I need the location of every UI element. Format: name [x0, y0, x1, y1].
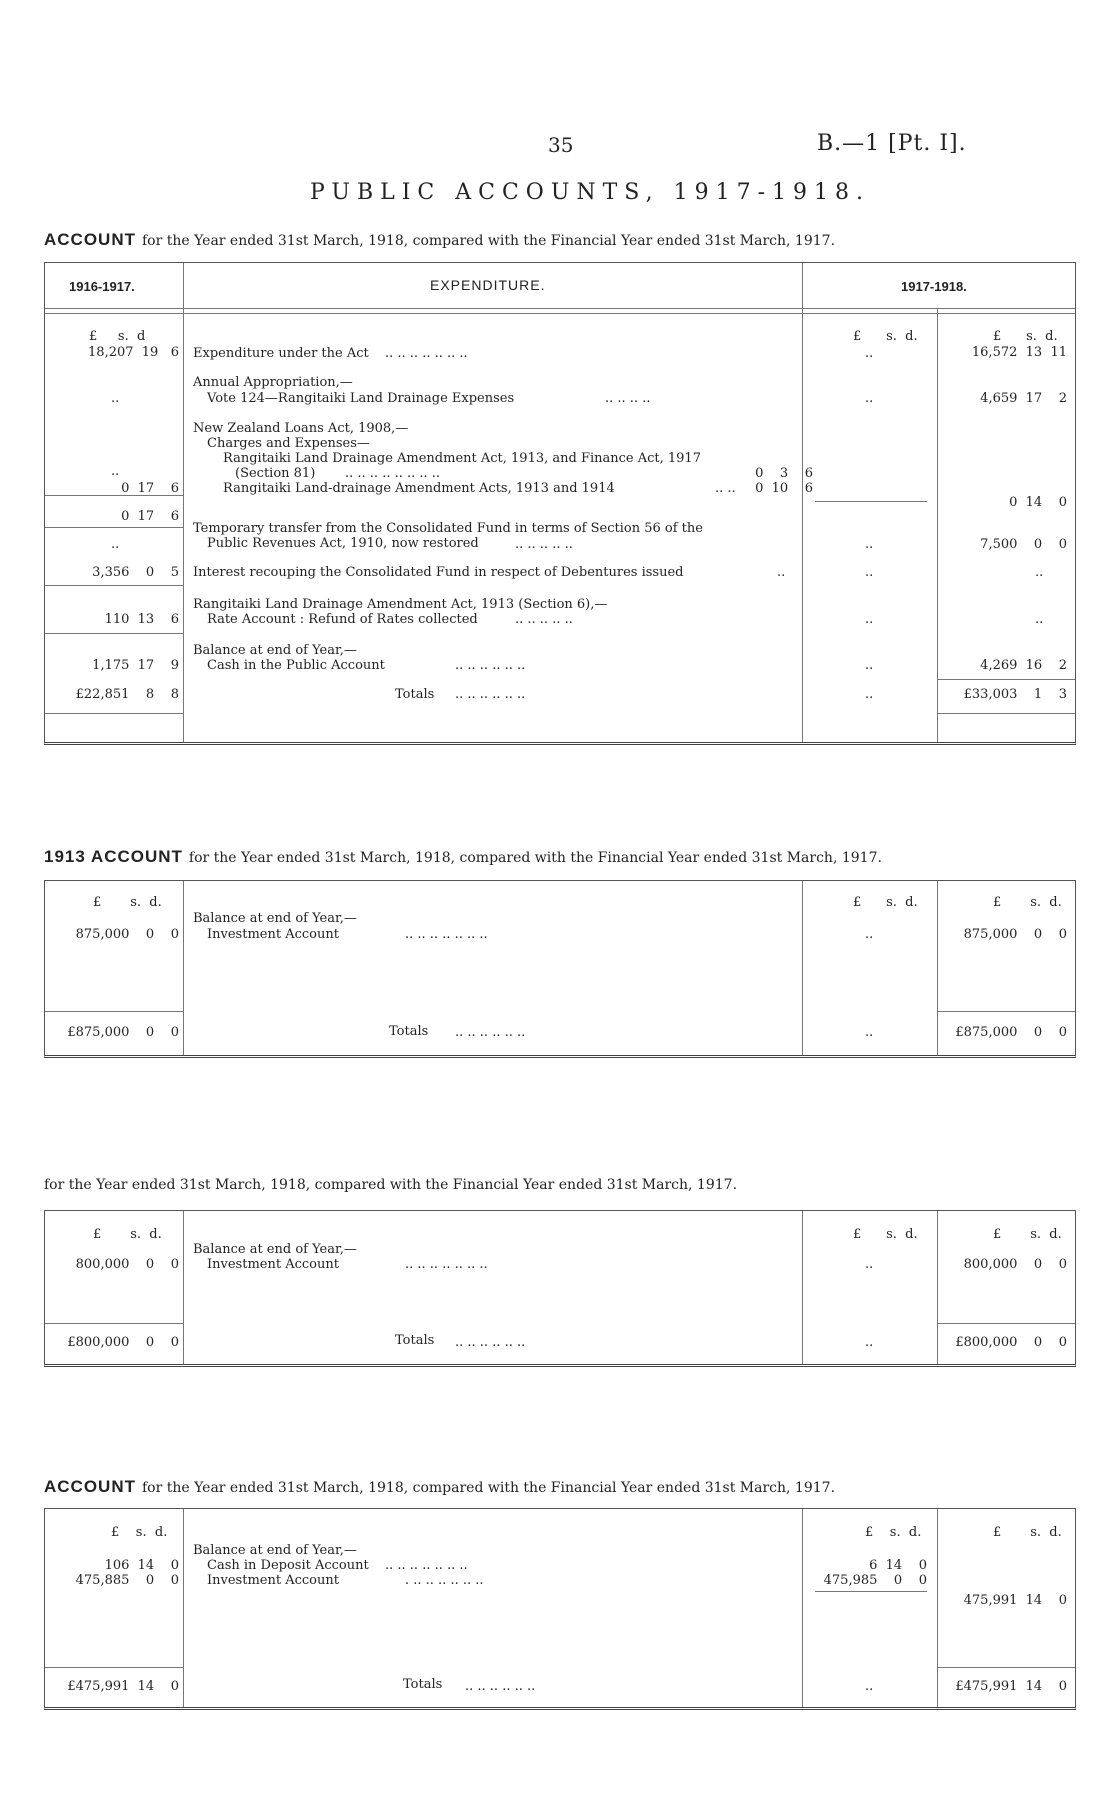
total-left: £22,851 8 8: [75, 687, 179, 702]
unit-mid: £ s. d.: [853, 895, 918, 910]
row-description-cont: (Section 81): [235, 466, 316, 481]
row-right-value: 7,500 0 0: [980, 537, 1067, 552]
row-description: Investment Account: [207, 1573, 339, 1588]
row-mid-value: 475,985 0 0: [823, 1573, 927, 1588]
unit-right: £ s. d.: [993, 1525, 1062, 1540]
col-header-expenditure: EXPENDITURE.: [430, 277, 546, 293]
page-title: PUBLIC ACCOUNTS, 1917-1918.: [310, 180, 870, 205]
row-description: Rate Account : Refund of Rates collected: [207, 612, 478, 627]
unit-right: £ s. d.: [993, 1227, 1062, 1242]
total-right: £875,000 0 0: [955, 1025, 1067, 1040]
row-left-value: 1,175 17 9: [92, 658, 179, 673]
total-mid: ..: [865, 687, 874, 702]
row-heading: Balance at end of Year,—: [193, 1242, 357, 1257]
col-header-1917: 1917-1918.: [901, 279, 967, 294]
account1-caption: [44, 230, 835, 250]
account3-caption: for the Year ended 31st March, 1918, compared with the Financial Year ended 31st March, 1917.: [44, 1177, 738, 1193]
account4-table: £ s. d. £ s. d. £ s. d. Balance at end of Year,— Cash in Deposit Account .. .. .. .. .. .. .. 106 14 0 6 14 0 Investment Account . .. .. .. .. .. .. 475,885 0 0 475,985 0 0 475,991 14 0 £475,991 14 0 Totals .. .. .. .. .. .. .. £475,991 14 0: [44, 1508, 1076, 1710]
row-description: Investment Account: [207, 1257, 339, 1272]
total-right: £475,991 14 0: [955, 1679, 1067, 1694]
page-number: 35: [548, 133, 574, 157]
row-left-value: 106 14 0: [104, 1558, 179, 1573]
row-left-value: 3,356 0 5: [92, 565, 179, 580]
row-description: Temporary transfer from the Consolidated Fund in terms of Section 56 of the: [193, 521, 703, 536]
row-mid-value: ..: [865, 537, 874, 552]
row-left-value: 18,207 19 6: [88, 345, 179, 360]
row-right-value: 475,991 14 0: [963, 1593, 1067, 1608]
row-mid-value: ..: [865, 346, 874, 361]
row-description: Vote 124—Rangitaiki Land Drainage Expenses: [207, 391, 515, 406]
account2-caption-label: 1913 ACCOUNT: [44, 847, 183, 866]
row-subtotal-right: 0 14 0: [1009, 495, 1067, 510]
account4-caption-label: ACCOUNT: [44, 1477, 136, 1496]
row-description: Interest recouping the Consolidated Fund in respect of Debentures issued: [193, 565, 684, 580]
unit-mid: £ s. d.: [865, 1525, 922, 1540]
unit-right: £ s. d.: [993, 895, 1062, 910]
row-mid-value: 0 10 6: [755, 481, 813, 496]
unit-left: £ s. d.: [111, 1525, 168, 1540]
account4-caption: [44, 1477, 835, 1497]
unit-mid: £ s. d.: [853, 329, 918, 344]
total-left: £475,991 14 0: [67, 1679, 179, 1694]
row-mid-value: 6 14 0: [869, 1558, 927, 1573]
row-left-value: ..: [111, 391, 120, 406]
account3-table: £ s. d. £ s. d. £ s. d. Balance at end of Year,— Investment Account .. .. .. .. .. .. .. 800,000 0 0 .. 800,000 0 0 £800,000 0 0 Totals .. .. .. .. .. .. .. £800,000 0 0: [44, 1210, 1076, 1367]
row-description: Rangitaiki Land-drainage Amendment Acts, 1913 and 1914: [223, 481, 615, 496]
row-mid-value: 0 3 6: [755, 466, 813, 481]
row-right-value: 4,269 16 2: [980, 658, 1067, 673]
row-heading: New Zealand Loans Act, 1908,—: [193, 421, 409, 436]
totals-label: Totals: [395, 1333, 435, 1348]
row-mid-value: ..: [865, 565, 874, 580]
row-left-value: 110 13 6: [104, 612, 179, 627]
unit-right: £ s. d.: [993, 329, 1058, 344]
row-mid-value: ..: [865, 658, 874, 673]
unit-mid: £ s. d.: [853, 1227, 918, 1242]
row-description: Investment Account: [207, 927, 339, 942]
account2-caption-text: for the Year ended 31st March, 1918, compared with the Financial Year ended 31st March, 1917.: [188, 850, 882, 866]
row-mid-value: ..: [865, 612, 874, 627]
row-left-value: ..: [111, 464, 120, 479]
total-left: £875,000 0 0: [67, 1025, 179, 1040]
account1-caption-text: for the Year ended 31st March, 1918, compared with the Financial Year ended 31st March, 1917.: [142, 233, 836, 249]
row-mid-value: ..: [865, 391, 874, 406]
total-right: £800,000 0 0: [955, 1335, 1067, 1350]
totals-label: Totals: [403, 1677, 443, 1692]
row-heading: Annual Appropriation,—: [193, 375, 353, 390]
document-reference: B.—1 [Pt. I].: [817, 131, 967, 156]
row-subtotal-left: 0 17 6: [121, 509, 179, 524]
row-right-value: 800,000 0 0: [963, 1257, 1067, 1272]
row-left-value: 800,000 0 0: [75, 1257, 179, 1272]
row-description: Cash in Deposit Account: [207, 1558, 369, 1573]
row-description: Expenditure under the Act: [193, 346, 369, 361]
row-right-value: ..: [1035, 612, 1044, 627]
total-mid: ..: [865, 1025, 874, 1040]
row-left-value: 475,885 0 0: [75, 1573, 179, 1588]
row-right-value: 875,000 0 0: [963, 927, 1067, 942]
totals-label: Totals: [395, 687, 435, 702]
total-mid: ..: [865, 1679, 874, 1694]
col-header-1916: 1916-1917.: [69, 279, 135, 294]
row-description: Cash in the Public Account: [207, 658, 385, 673]
account2-caption: [44, 847, 882, 867]
unit-left: £ s. d.: [93, 1227, 162, 1242]
row-mid-value: ..: [865, 927, 874, 942]
account2-table: £ s. d. £ s. d. £ s. d. Balance at end of Year,— Investment Account .. .. .. .. .. .. .. 875,000 0 0 .. 875,000 0 0 £875,000 0 0 Totals .. .. .. .. .. .. .. £875,000 0 0: [44, 880, 1076, 1058]
totals-label: Totals: [389, 1024, 429, 1039]
total-right: £33,003 1 3: [963, 687, 1067, 702]
account1-table: 1916-1917. EXPENDITURE. 1917-1918. £ s. d £ s. d. £ s. d. 18,207 19 6 Expenditure under the Act .. .. .. .. .. .. .. .. 16,572 13 11 Annual Appropriation,— .. Vote 124—Rangitaiki Land Drainage Expenses .. .. .. .. .. 4,659 17 2 New Zealand Loans Act, 1908,— Charges and Expenses— Rangitaiki Land Drainage Amendment Act, 1913, and Finance Act, 1917 (Section 81) .. .. .. .. .. .. .. .. .. 0 3 6 Rangitaiki Land-drainage Amendment Acts, 1913 and 1914 .. .. 0 17 6 0 10 6 0 17 6 0 14 0 Temporary transfer from the Consolidated Fund in terms of Section 56 of the Public Revenues Act, 1910, now restored .. .. .. .. .. .. .. 7,500 0 0 3,356 0 5 Interest recouping the Consolidated Fund in respect of Debentures issued .. .. .. Rangitaiki Land Drainage Amendment Act, 1913 (Section 6),— Rate Account : Refund of Rates collected .. .. .. .. .. 110 13 6 .. .. Balance at end of Year,— Cash in the Public Account .. .. .. .. .. .. 1,175 17 9 .. 4,269 16 2 £22,851 8 8 Totals .. .. .. .. .. .. .. £33,003 1 3: [44, 262, 1076, 745]
account1-caption-label: ACCOUNT: [44, 230, 136, 249]
row-right-value: 4,659 17 2: [980, 391, 1067, 406]
row-mid-value: ..: [865, 1257, 874, 1272]
row-heading: Balance at end of Year,—: [193, 1543, 357, 1558]
row-description: Rangitaiki Land Drainage Amendment Act, 1913, and Finance Act, 1917: [223, 451, 701, 466]
row-heading: Rangitaiki Land Drainage Amendment Act, 1913 (Section 6),—: [193, 597, 608, 612]
row-right-value: 16,572 13 11: [971, 345, 1067, 360]
row-heading: Balance at end of Year,—: [193, 911, 357, 926]
row-left-value: 0 17 6: [121, 481, 179, 496]
row-subheading: Charges and Expenses—: [207, 436, 370, 451]
row-left-value: 875,000 0 0: [75, 927, 179, 942]
total-left: £800,000 0 0: [67, 1335, 179, 1350]
unit-left: £ s. d: [89, 329, 146, 344]
unit-left: £ s. d.: [93, 895, 162, 910]
row-description-cont: Public Revenues Act, 1910, now restored: [207, 536, 479, 551]
row-left-value: ..: [111, 537, 120, 552]
row-right-value: ..: [1035, 565, 1044, 580]
total-mid: ..: [865, 1335, 874, 1350]
row-heading: Balance at end of Year,—: [193, 643, 357, 658]
account4-caption-text: for the Year ended 31st March, 1918, compared with the Financial Year ended 31st March, 1917.: [142, 1480, 836, 1496]
